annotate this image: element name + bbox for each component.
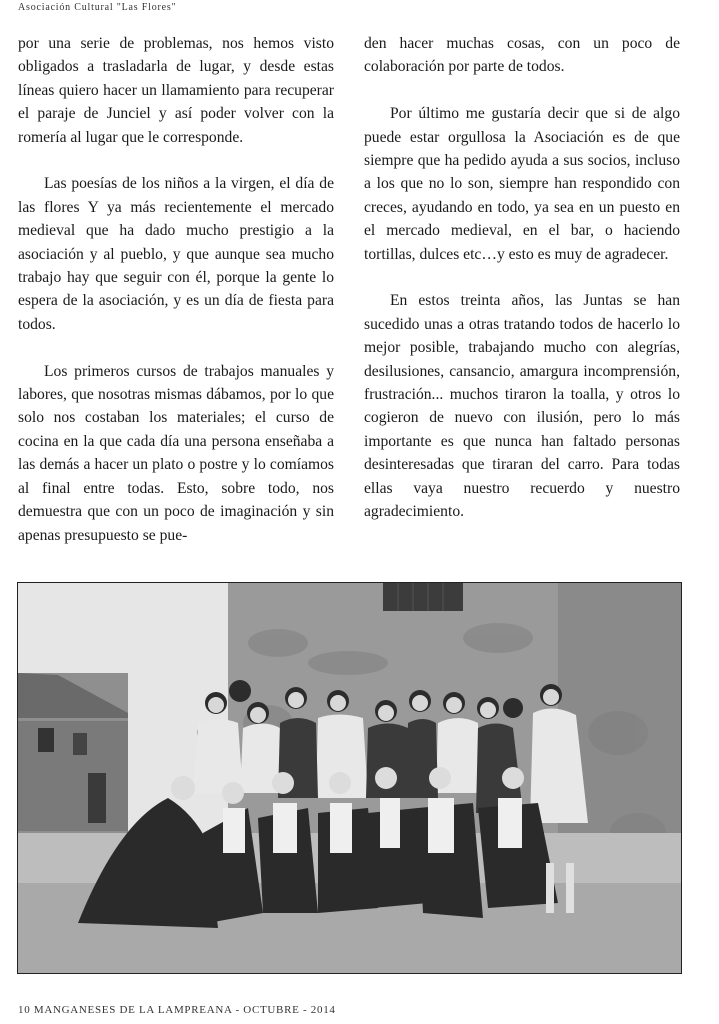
right-column: [364, 32, 680, 547]
paragraph: Los primeros cursos de trabajos manuales y labores, que nosotras mismas dábamos, por lo que solo nos costaban los materiales; el curso de cocina en la que cada día una persona enseñaba a las demás a hacer un plato o postre y lo comíamos al final entre todas. Esto, sobre todo, nos demuestra que con un poco de imaginación y sin apenas presupuesto se pue-: [18, 362, 334, 544]
paragraph: den hacer muchas cosas, con un poco de colaboración por parte de todos.: [364, 35, 680, 76]
paragraph: Por último me gustaría decir que si de algo puede estar orgullosa la Asociación es de que siempre que ha pedido ayuda a sus socios, incluso a los que no lo son, siempre han respondido con creces, ayudando en todo, ya sea en un puesto en el mercado medieval, en el bar, o haciendo tortillas, dulces etc…y esto es muy de agradecer.: [364, 105, 680, 263]
group-photograph: [18, 583, 681, 973]
photo-illustration: [18, 583, 681, 973]
paragraph: En estos treinta años, las Juntas se han sucedido unas a otras tratando todos de hacerlo lo mejor posible, trabajando mucho con alegrías, desilusiones, cansancio, amargura incomprensión, frustración... muchos tiraron la toalla, y otros lo cogieron de nuevo con ilusión, pero lo más importante es que nunca han faltado personas desinteresadas que tiraran del carro. Para todas ellas vaya nuestro recuerdo y nuestro agradecimiento.: [364, 292, 680, 521]
paragraph: por una serie de problemas, nos hemos visto obligados a trasladarla de lugar, y desde estas líneas quiero hacer un llamamiento para recuperar el paraje de Junciel y así poder volver con la romería al lugar que le corresponde.: [18, 35, 334, 146]
page-footer: 10 MANGANESES DE LA LAMPREANA - OCTUBRE - 2014: [18, 1004, 336, 1016]
left-column: [18, 32, 334, 570]
running-header: Asociación Cultural "Las Flores": [18, 2, 177, 13]
paragraph: Las poesías de los niños a la virgen, el día de las flores Y ya más recientemente el mercado medieval que ha dado mucho prestigio a la asociación y al pueblo, y que aunque sea mucho trabajo hay que seguir con él, porque la gente lo espera de la asociación, y es un día de fiesta para todos.: [18, 175, 334, 333]
